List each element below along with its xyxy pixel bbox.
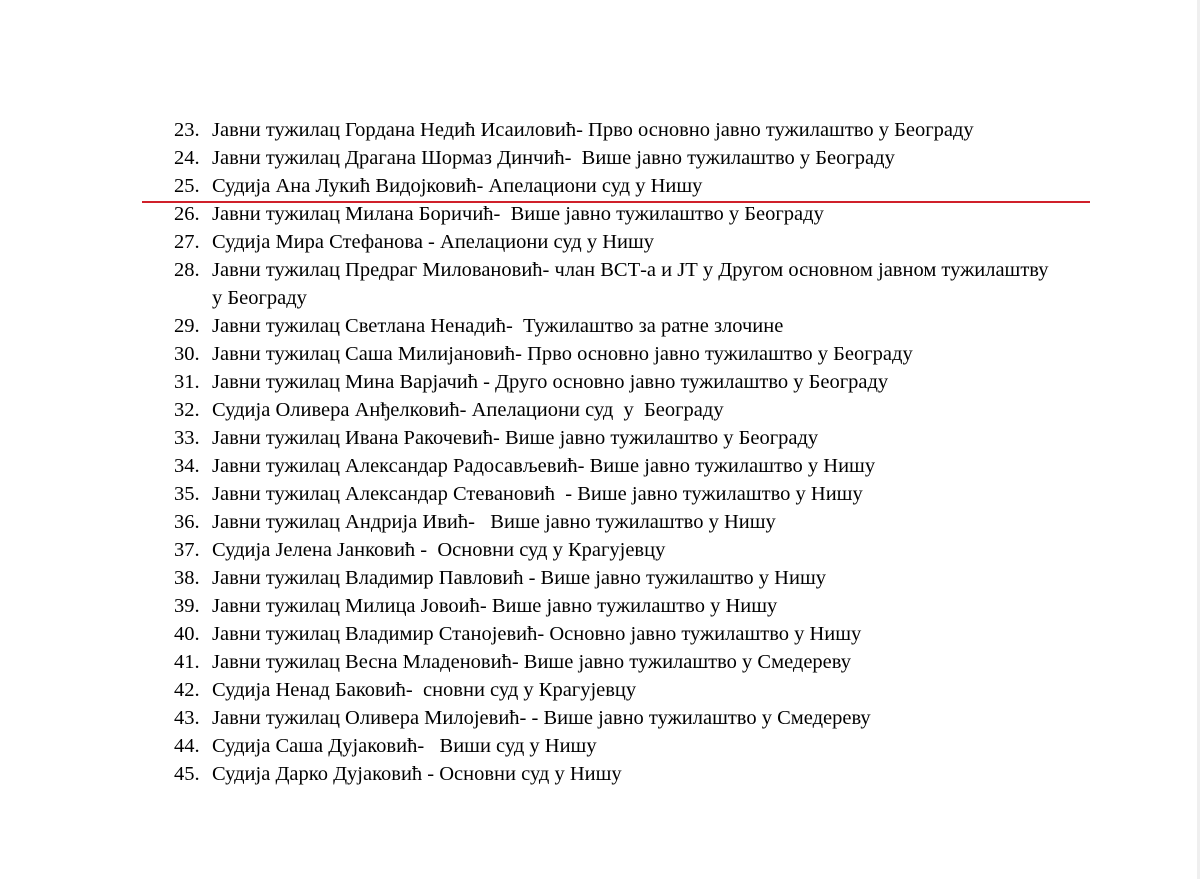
item-number: 44. — [174, 735, 200, 757]
list-item — [0, 340, 1052, 368]
list-item — [0, 508, 1052, 536]
item-text: Јавни тужилац Владимир Станојевић- Основно јавно тужилаштво у Нишу — [212, 623, 862, 645]
item-text: Јавни тужилац Предраг Миловановић- члан ВСТ-а и ЈТ у Другом основном јавном тужилаштву у Београду — [212, 259, 1054, 309]
list-item — [0, 648, 1052, 676]
list-item — [0, 172, 1052, 200]
list-item — [0, 424, 1052, 452]
list-item — [0, 312, 1052, 340]
list-item — [0, 564, 1052, 592]
list-item — [0, 200, 1052, 228]
item-text: Судија Саша Дујаковић- Виши суд у Нишу — [212, 735, 597, 757]
item-text: Јавни тужилац Мина Варјачић - Друго основно јавно тужилаштво у Београду — [212, 371, 889, 393]
list-item — [0, 116, 1052, 144]
item-text: Јавни тужилац Андрија Ивић- Више јавно тужилаштво у Нишу — [212, 511, 776, 533]
list-item — [0, 396, 1052, 424]
item-number: 31. — [174, 371, 200, 393]
item-number: 37. — [174, 539, 200, 561]
item-text: Јавни тужилац Милана Боричић- Више јавно тужилаштво у Београду — [212, 203, 824, 225]
item-text: Јавни тужилац Владимир Павловић - Више јавно тужилаштво у Нишу — [212, 567, 826, 589]
item-number: 36. — [174, 511, 200, 533]
list-item — [0, 256, 1052, 312]
list-item — [0, 144, 1052, 172]
item-number: 23. — [174, 119, 200, 141]
item-text: Судија Јелена Јанковић - Основни суд у Крагујевцу — [212, 539, 666, 561]
item-number: 27. — [174, 231, 200, 253]
list-item — [0, 676, 1052, 704]
item-number: 41. — [174, 651, 200, 673]
item-number: 43. — [174, 707, 200, 729]
red-underline-highlight — [142, 201, 1090, 203]
list-item — [0, 732, 1052, 760]
item-text: Јавни тужилац Александар Стевановић - Више јавно тужилаштво у Нишу — [212, 483, 863, 505]
item-number: 38. — [174, 567, 200, 589]
list-item — [0, 368, 1052, 396]
item-text: Јавни тужилац Светлана Ненадић- Тужилаштво за ратне злочине — [212, 315, 784, 337]
item-text: Судија Ненад Баковић- сновни суд у Крагујевцу — [212, 679, 637, 701]
item-number: 25. — [174, 175, 200, 197]
item-text: Јавни тужилац Саша Милијановић- Прво основно јавно тужилаштво у Београду — [212, 343, 913, 365]
item-text: Јавни тужилац Оливера Милојевић- - Више јавно тужилаштво у Смедереву — [212, 707, 871, 729]
item-number: 29. — [174, 315, 200, 337]
item-number: 40. — [174, 623, 200, 645]
item-number: 30. — [174, 343, 200, 365]
item-number: 33. — [174, 427, 200, 449]
item-text: Јавни тужилац Александар Радосављевић- Више јавно тужилаштво у Нишу — [212, 455, 876, 477]
item-number: 32. — [174, 399, 200, 421]
list-item — [0, 536, 1052, 564]
list-item — [0, 704, 1052, 732]
list-item — [0, 592, 1052, 620]
item-number: 26. — [174, 203, 200, 225]
item-text: Јавни тужилац Весна Младеновић- Више јавно тужилаштво у Смедереву — [212, 651, 852, 673]
item-text: Судија Дарко Дујаковић - Основни суд у Нишу — [212, 763, 622, 785]
item-number: 45. — [174, 763, 200, 785]
item-text: Судија Оливера Анђелковић- Апелациони суд у Београду — [212, 399, 724, 421]
item-number: 39. — [174, 595, 200, 617]
list-item — [0, 620, 1052, 648]
item-number: 42. — [174, 679, 200, 701]
item-text: Судија Мира Стефанова - Апелациони суд у Нишу — [212, 231, 655, 253]
item-text: Јавни тужилац Гордана Недић Исаиловић- Прво основно јавно тужилаштво у Београду — [212, 119, 974, 141]
item-text: Јавни тужилац Милица Јовоић- Више јавно тужилаштво у Нишу — [212, 595, 778, 617]
item-text: Судија Ана Лукић Видојковић- Апелациони суд у Нишу — [212, 175, 703, 197]
list-item — [0, 760, 1052, 788]
list-item — [0, 228, 1052, 256]
item-number: 28. — [174, 259, 200, 281]
name-list — [0, 116, 1200, 788]
item-text: Јавни тужилац Ивана Ракочевић- Више јавно тужилаштво у Београду — [212, 427, 819, 449]
item-number: 35. — [174, 483, 200, 505]
list-item — [0, 480, 1052, 508]
item-text: Јавни тужилац Драгана Шормаз Динчић- Више јавно тужилаштво у Београду — [212, 147, 895, 169]
item-number: 34. — [174, 455, 200, 477]
item-number: 24. — [174, 147, 200, 169]
list-item — [0, 452, 1052, 480]
